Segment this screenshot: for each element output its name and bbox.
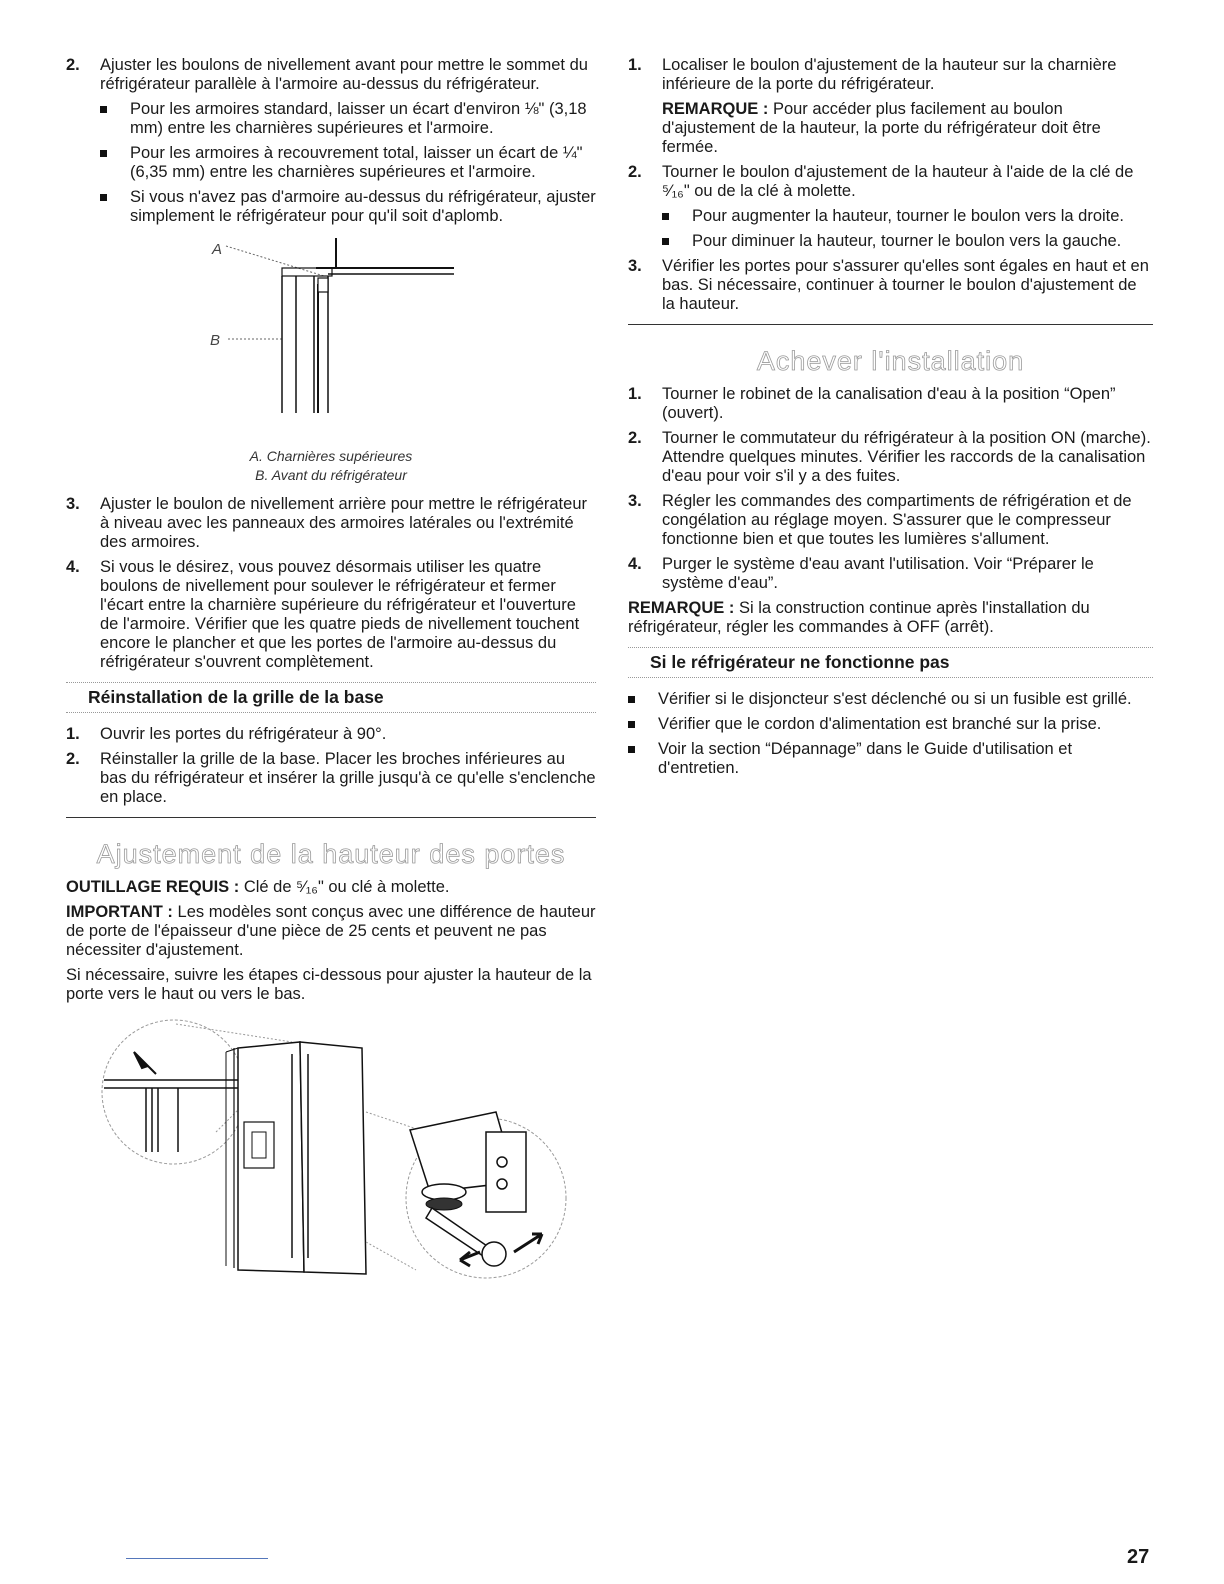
- bullet-item: Pour augmenter la hauteur, tourner le boulon vers la droite.: [662, 207, 1153, 226]
- note-label: REMARQUE :: [662, 100, 769, 118]
- height-step-1: [628, 56, 1153, 157]
- step-number: 2.: [66, 750, 80, 768]
- section-divider: [66, 817, 596, 818]
- bullet-item: Pour diminuer la hauteur, tourner le boulon vers la gauche.: [662, 232, 1153, 251]
- hinge-figure: [66, 238, 596, 443]
- step-number: 2.: [628, 429, 642, 447]
- left-column: [66, 56, 596, 1282]
- finish-step-4: [628, 555, 1153, 593]
- door-adjust-figure: [66, 1012, 596, 1282]
- grille-step-2: [66, 750, 596, 807]
- height-step-3: [628, 257, 1153, 314]
- step-text: Ajuster les boulons de nivellement avant pour mettre le sommet du réfrigérateur parallèle à l'armoire au-dessus du réfrigérateur.: [100, 56, 588, 93]
- label-a: A: [212, 241, 223, 258]
- bullet-item: Vérifier que le cordon d'alimentation est branché sur la prise.: [628, 715, 1153, 734]
- bullet-item: Vérifier si le disjoncteur s'est déclenché ou si un fusible est grillé.: [628, 690, 1153, 709]
- step-text: Vérifier les portes pour s'assurer qu'elles sont égales en haut et en bas. Si nécessaire, continuer à tourner le boulon d'ajustement de la hauteur.: [662, 257, 1149, 313]
- caption-b: B. Avant du réfrigérateur: [255, 467, 407, 483]
- finish-step-2: [628, 429, 1153, 486]
- leveling-step-4: [66, 558, 596, 672]
- page-number: 27: [1127, 1546, 1150, 1568]
- not-working-heading: Si le réfrigérateur ne fonctionne pas: [628, 647, 1153, 678]
- finish-install-title: Achever l'installation: [756, 346, 1025, 376]
- step-text: Tourner le commutateur du réfrigérateur à la position ON (marche). Attendre quelques minutes. Vérifier les raccords de la canalisation d'eau pour voir s'il y a des fuites.: [662, 429, 1151, 485]
- section-divider: [628, 324, 1153, 325]
- step-text: Localiser le boulon d'ajustement de la hauteur sur la charnière inférieure de la porte du réfrigérateur.: [662, 56, 1117, 93]
- step-number: 3.: [628, 257, 642, 275]
- adjust-paragraph: Si nécessaire, suivre les étapes ci-dessous pour ajuster la hauteur de la porte vers le haut ou vers le bas.: [66, 966, 592, 1003]
- note-text: Si la construction continue après l'installation du réfrigérateur, régler les commandes à OFF (arrêt).: [628, 599, 1090, 636]
- step-number: 2.: [628, 163, 642, 181]
- step-text: Tourner le boulon d'ajustement de la hauteur à l'aide de la clé de ⁵⁄₁₆" ou de la clé à molette.: [662, 163, 1134, 200]
- important-text: Les modèles sont conçus avec une différence de hauteur de porte de l'épaisseur d'une pièce de 25 cents et peuvent ne pas nécessiter d'ajustement.: [66, 903, 596, 959]
- tools-required: [66, 878, 596, 897]
- leveling-step-2: [66, 56, 596, 226]
- step-text: Réinstaller la grille de la base. Placer les broches inférieures au bas du réfrigérateur et insérer la grille jusqu'à ce qu'elle s'enclenche en place.: [100, 750, 596, 806]
- leveling-step-3: [66, 495, 596, 552]
- figure-caption: [66, 447, 596, 485]
- height-step-2: [628, 163, 1153, 251]
- step-number: 1.: [66, 725, 80, 743]
- step-number: 2.: [66, 56, 80, 74]
- door-height-title: Ajustement de la hauteur des portes: [96, 839, 566, 869]
- note-label: REMARQUE :: [628, 599, 735, 617]
- step-text: Régler les commandes des compartiments de réfrigération et de congélation au réglage moyen. S'assurer que le compresseur fonctionne bien et que toutes les lumières s'allument.: [662, 492, 1132, 548]
- tools-text: Clé de ⁵⁄₁₆" ou clé à molette.: [243, 878, 450, 896]
- note-text: Pour accéder plus facilement au boulon d'ajustement de la hauteur, la porte du réfrigérateur doit être fermée.: [662, 100, 1101, 156]
- door-adjust-diagram: [66, 1012, 596, 1282]
- label-b: B: [210, 332, 221, 349]
- finish-note: [628, 599, 1153, 637]
- step-number: 1.: [628, 56, 642, 74]
- step-number: 4.: [66, 558, 80, 576]
- footer-line: [126, 1558, 268, 1559]
- step-note: [662, 100, 1153, 157]
- important-label: IMPORTANT :: [66, 903, 173, 921]
- important-note: [66, 903, 596, 960]
- tools-label: OUTILLAGE REQUIS :: [66, 878, 240, 896]
- right-column: [628, 56, 1153, 784]
- bullet-item: Si vous n'avez pas d'armoire au-dessus du réfrigérateur, ajuster simplement le réfrigérateur pour qu'il soit d'aplomb.: [100, 188, 596, 226]
- step-number: 3.: [628, 492, 642, 510]
- step-text: Ouvrir les portes du réfrigérateur à 90°.: [100, 725, 387, 743]
- finish-step-3: [628, 492, 1153, 549]
- step-text: Ajuster le boulon de nivellement arrière pour mettre le réfrigérateur à niveau avec les panneaux des armoires latérales ou l'extrémité des armoires.: [100, 495, 587, 551]
- step-text: Si vous le désirez, vous pouvez désormais utiliser les quatre boulons de nivellement pour soulever le réfrigérateur et fermer l'écart entre la charnière supérieure du réfrigérateur et l'ouverture de l'armoire. Vérifier que les quatre pieds de nivellement touchent encore le plancher et que les portes de l'armoire au-dessus du réfrigérateur s'ouvrent complètement.: [100, 558, 580, 671]
- bullet-item: Pour les armoires à recouvrement total, laisser un écart de ¼" (6,35 mm) entre les charnières supérieures et l'armoire.: [100, 144, 596, 182]
- hinge-diagram: [66, 238, 596, 443]
- step-text: Tourner le robinet de la canalisation d'eau à la position “Open” (ouvert).: [662, 385, 1116, 422]
- grille-heading: Réinstallation de la grille de la base: [66, 682, 596, 713]
- step-number: 1.: [628, 385, 642, 403]
- step-number: 4.: [628, 555, 642, 573]
- step-text: Purger le système d'eau avant l'utilisation. Voir “Préparer le système d'eau”.: [662, 555, 1094, 592]
- caption-a: A. Charnières supérieures: [249, 448, 413, 464]
- grille-step-1: [66, 725, 596, 744]
- finish-step-1: [628, 385, 1153, 423]
- step-number: 3.: [66, 495, 80, 513]
- bullet-item: Pour les armoires standard, laisser un écart d'environ ⅛" (3,18 mm) entre les charnières supérieures et l'armoire.: [100, 100, 596, 138]
- bullet-item: Voir la section “Dépannage” dans le Guide d'utilisation et d'entretien.: [628, 740, 1153, 778]
